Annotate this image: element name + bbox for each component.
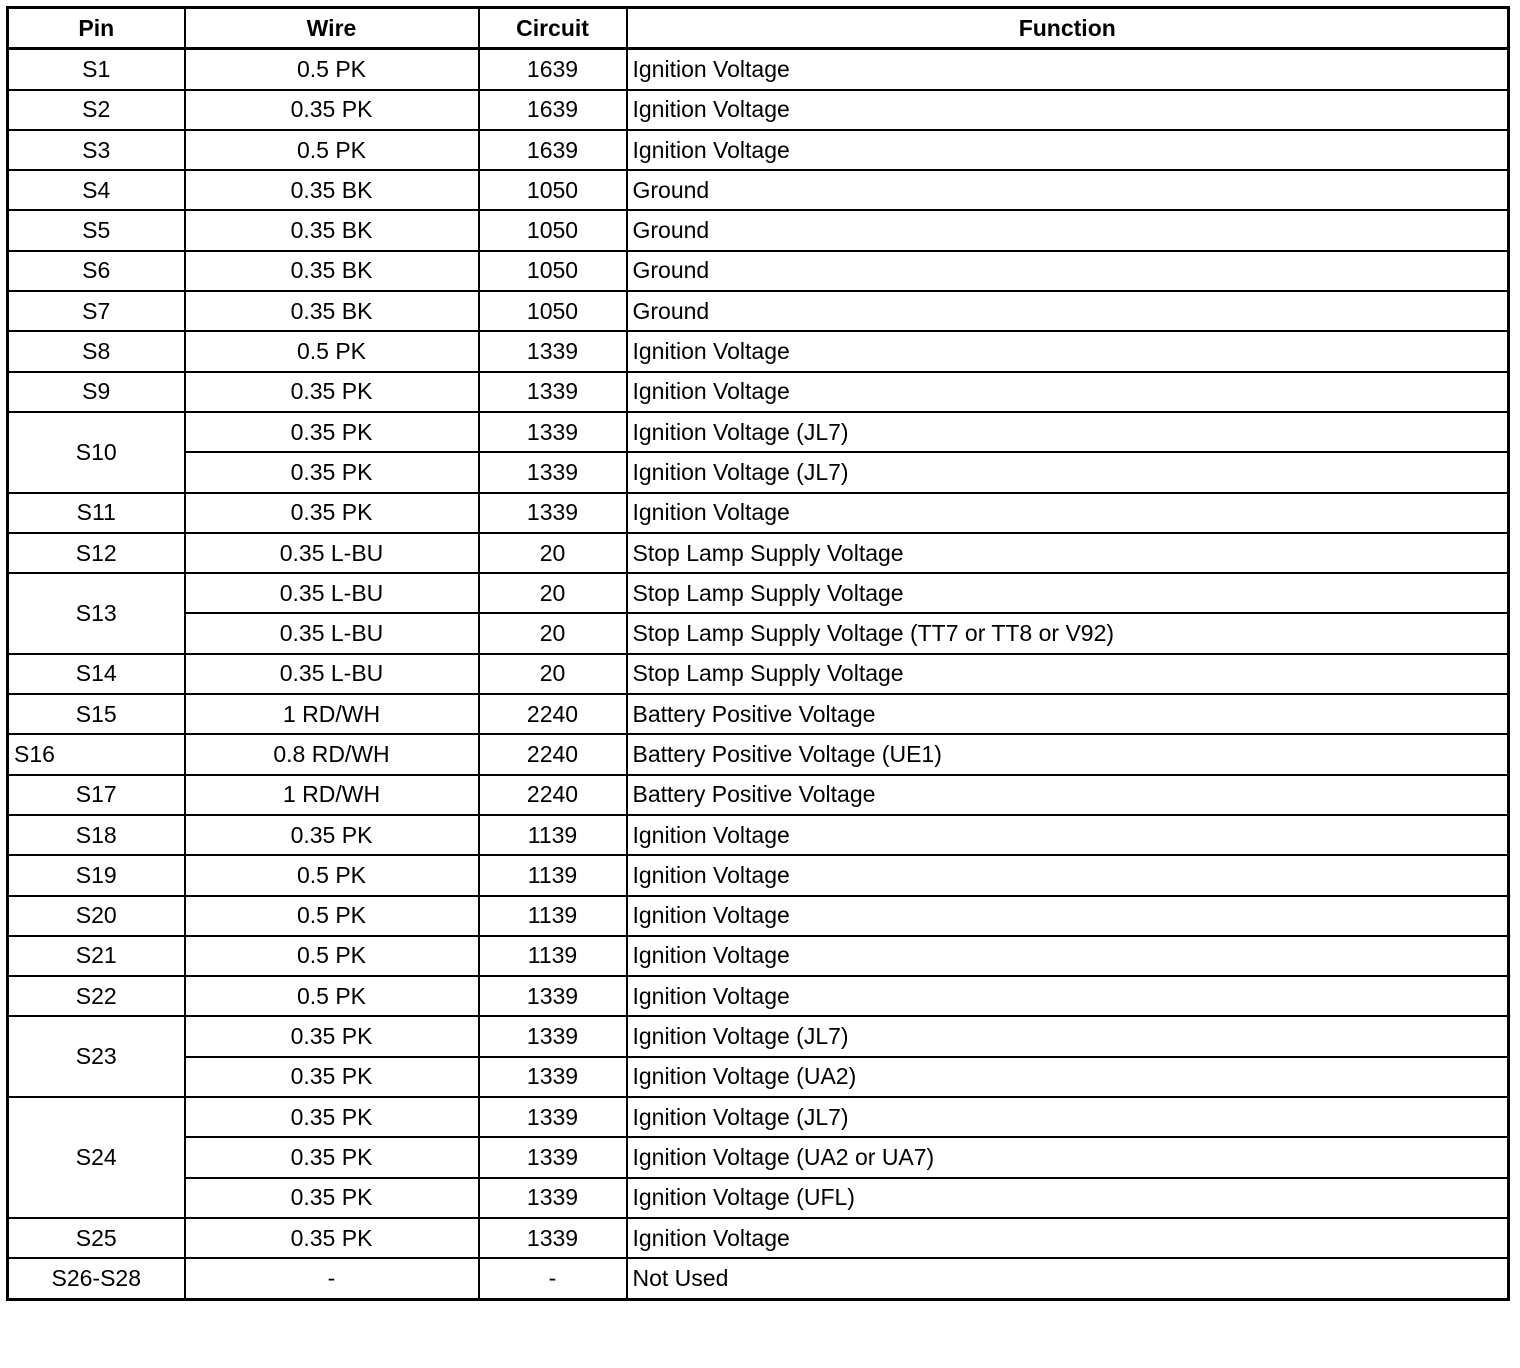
table-row	[8, 1016, 1509, 1056]
function-cell: Stop Lamp Supply Voltage	[627, 533, 1509, 573]
pin-cell: S21	[8, 936, 185, 976]
wire-cell: 0.35 PK	[185, 90, 479, 130]
table-row	[8, 412, 1509, 452]
pin-cell: S8	[8, 331, 185, 371]
table-row	[8, 815, 1509, 855]
pin-cell: S11	[8, 493, 185, 533]
function-cell: Ground	[627, 291, 1509, 331]
table-row	[8, 613, 1509, 653]
circuit-cell: 1339	[479, 1016, 627, 1056]
table-row	[8, 936, 1509, 976]
table-row	[8, 694, 1509, 734]
circuit-cell: 20	[479, 533, 627, 573]
function-cell: Ignition Voltage (JL7)	[627, 1097, 1509, 1137]
header-circuit: Circuit	[479, 8, 627, 49]
table-row	[8, 734, 1509, 774]
circuit-cell: 2240	[479, 775, 627, 815]
header-row	[8, 8, 1509, 49]
table-row	[8, 331, 1509, 371]
pin-cell: S22	[8, 976, 185, 1016]
table-row	[8, 251, 1509, 291]
table-row	[8, 896, 1509, 936]
table-row	[8, 452, 1509, 492]
circuit-cell: 20	[479, 654, 627, 694]
circuit-cell: 1339	[479, 412, 627, 452]
wire-cell: 1 RD/WH	[185, 694, 479, 734]
function-cell: Ignition Voltage	[627, 130, 1509, 170]
function-cell: Ignition Voltage	[627, 49, 1509, 90]
pin-cell: S20	[8, 896, 185, 936]
wire-cell: 0.35 PK	[185, 1178, 479, 1218]
circuit-cell: 1139	[479, 855, 627, 895]
circuit-cell: 1050	[479, 291, 627, 331]
wire-cell: 0.35 PK	[185, 815, 479, 855]
pin-cell: S13	[8, 573, 185, 654]
function-cell: Ignition Voltage	[627, 855, 1509, 895]
function-cell: Ignition Voltage	[627, 815, 1509, 855]
function-cell: Battery Positive Voltage	[627, 694, 1509, 734]
function-cell: Ignition Voltage	[627, 976, 1509, 1016]
function-cell: Battery Positive Voltage (UE1)	[627, 734, 1509, 774]
table-row	[8, 654, 1509, 694]
circuit-cell: 1339	[479, 493, 627, 533]
pin-cell: S14	[8, 654, 185, 694]
table-body	[8, 49, 1509, 1299]
function-cell: Ignition Voltage (JL7)	[627, 412, 1509, 452]
table-row	[8, 49, 1509, 90]
table-row	[8, 1097, 1509, 1137]
wire-cell: 0.5 PK	[185, 855, 479, 895]
table-row	[8, 1057, 1509, 1097]
circuit-cell: 1339	[479, 331, 627, 371]
wire-cell: 0.35 BK	[185, 170, 479, 210]
wire-cell: 0.35 L-BU	[185, 613, 479, 653]
circuit-cell: 1139	[479, 815, 627, 855]
circuit-cell: 1339	[479, 1178, 627, 1218]
pin-cell: S5	[8, 210, 185, 250]
header-function: Function	[627, 8, 1509, 49]
wire-cell: 0.35 PK	[185, 1137, 479, 1177]
table-row	[8, 90, 1509, 130]
function-cell: Stop Lamp Supply Voltage (TT7 or TT8 or V92)	[627, 613, 1509, 653]
wire-cell: 0.5 PK	[185, 49, 479, 90]
table-row	[8, 210, 1509, 250]
circuit-cell: 1639	[479, 90, 627, 130]
table-row	[8, 1218, 1509, 1258]
wire-cell: -	[185, 1258, 479, 1299]
circuit-cell: 1139	[479, 936, 627, 976]
header-wire: Wire	[185, 8, 479, 49]
function-cell: Ignition Voltage	[627, 896, 1509, 936]
pin-cell: S7	[8, 291, 185, 331]
pin-cell: S24	[8, 1097, 185, 1218]
wire-cell: 0.5 PK	[185, 976, 479, 1016]
table-row	[8, 775, 1509, 815]
function-cell: Stop Lamp Supply Voltage	[627, 573, 1509, 613]
wire-cell: 0.5 PK	[185, 130, 479, 170]
table-row	[8, 1178, 1509, 1218]
wire-cell: 0.35 BK	[185, 210, 479, 250]
pin-cell: S17	[8, 775, 185, 815]
pin-cell: S4	[8, 170, 185, 210]
circuit-cell: 2240	[479, 694, 627, 734]
wire-cell: 0.35 PK	[185, 452, 479, 492]
circuit-cell: 1050	[479, 251, 627, 291]
circuit-cell: 1339	[479, 1097, 627, 1137]
circuit-cell: 20	[479, 573, 627, 613]
table-row	[8, 170, 1509, 210]
wire-cell: 0.35 L-BU	[185, 533, 479, 573]
function-cell: Ignition Voltage	[627, 1218, 1509, 1258]
function-cell: Ignition Voltage	[627, 90, 1509, 130]
circuit-cell: 1339	[479, 1057, 627, 1097]
function-cell: Ground	[627, 170, 1509, 210]
wire-cell: 0.35 PK	[185, 1097, 479, 1137]
table-row	[8, 291, 1509, 331]
function-cell: Ignition Voltage (JL7)	[627, 1016, 1509, 1056]
wire-cell: 0.35 BK	[185, 291, 479, 331]
pin-cell: S3	[8, 130, 185, 170]
pin-cell: S16	[8, 734, 185, 774]
function-cell: Ground	[627, 251, 1509, 291]
wire-cell: 0.35 PK	[185, 493, 479, 533]
circuit-cell: 1639	[479, 49, 627, 90]
circuit-cell: 1050	[479, 170, 627, 210]
function-cell: Ignition Voltage (JL7)	[627, 452, 1509, 492]
circuit-cell: 1339	[479, 452, 627, 492]
wire-cell: 0.5 PK	[185, 936, 479, 976]
circuit-cell: -	[479, 1258, 627, 1299]
table-row	[8, 1258, 1509, 1299]
circuit-cell: 1339	[479, 976, 627, 1016]
pin-cell: S9	[8, 372, 185, 412]
table-row	[8, 130, 1509, 170]
wire-cell: 0.35 PK	[185, 412, 479, 452]
pin-table	[6, 6, 1510, 1301]
wire-cell: 1 RD/WH	[185, 775, 479, 815]
pin-cell: S25	[8, 1218, 185, 1258]
pin-cell: S10	[8, 412, 185, 493]
function-cell: Ignition Voltage (UA2)	[627, 1057, 1509, 1097]
function-cell: Battery Positive Voltage	[627, 775, 1509, 815]
circuit-cell: 1339	[479, 1218, 627, 1258]
function-cell: Ground	[627, 210, 1509, 250]
wire-cell: 0.5 PK	[185, 331, 479, 371]
table-row	[8, 533, 1509, 573]
function-cell: Stop Lamp Supply Voltage	[627, 654, 1509, 694]
circuit-cell: 1639	[479, 130, 627, 170]
function-cell: Ignition Voltage (UFL)	[627, 1178, 1509, 1218]
function-cell: Not Used	[627, 1258, 1509, 1299]
table-row	[8, 372, 1509, 412]
pin-cell: S19	[8, 855, 185, 895]
function-cell: Ignition Voltage	[627, 372, 1509, 412]
pin-cell: S12	[8, 533, 185, 573]
circuit-cell: 1139	[479, 896, 627, 936]
circuit-cell: 1050	[479, 210, 627, 250]
table-row	[8, 493, 1509, 533]
function-cell: Ignition Voltage (UA2 or UA7)	[627, 1137, 1509, 1177]
wire-cell: 0.35 PK	[185, 372, 479, 412]
function-cell: Ignition Voltage	[627, 493, 1509, 533]
wire-cell: 0.35 L-BU	[185, 654, 479, 694]
wire-cell: 0.35 PK	[185, 1016, 479, 1056]
header-pin: Pin	[8, 8, 185, 49]
pin-cell: S15	[8, 694, 185, 734]
pin-cell: S18	[8, 815, 185, 855]
circuit-cell: 1339	[479, 1137, 627, 1177]
wire-cell: 0.5 PK	[185, 896, 479, 936]
wire-cell: 0.35 L-BU	[185, 573, 479, 613]
wire-cell: 0.35 BK	[185, 251, 479, 291]
circuit-cell: 2240	[479, 734, 627, 774]
pin-cell: S6	[8, 251, 185, 291]
pin-cell: S23	[8, 1016, 185, 1097]
function-cell: Ignition Voltage	[627, 936, 1509, 976]
wire-cell: 0.35 PK	[185, 1218, 479, 1258]
pin-cell: S2	[8, 90, 185, 130]
circuit-cell: 20	[479, 613, 627, 653]
table-row	[8, 976, 1509, 1016]
table-row	[8, 855, 1509, 895]
table-row	[8, 573, 1509, 613]
wire-cell: 0.35 PK	[185, 1057, 479, 1097]
wire-cell: 0.8 RD/WH	[185, 734, 479, 774]
circuit-cell: 1339	[479, 372, 627, 412]
pin-cell: S26-S28	[8, 1258, 185, 1299]
pin-cell: S1	[8, 49, 185, 90]
table-row	[8, 1137, 1509, 1177]
function-cell: Ignition Voltage	[627, 331, 1509, 371]
